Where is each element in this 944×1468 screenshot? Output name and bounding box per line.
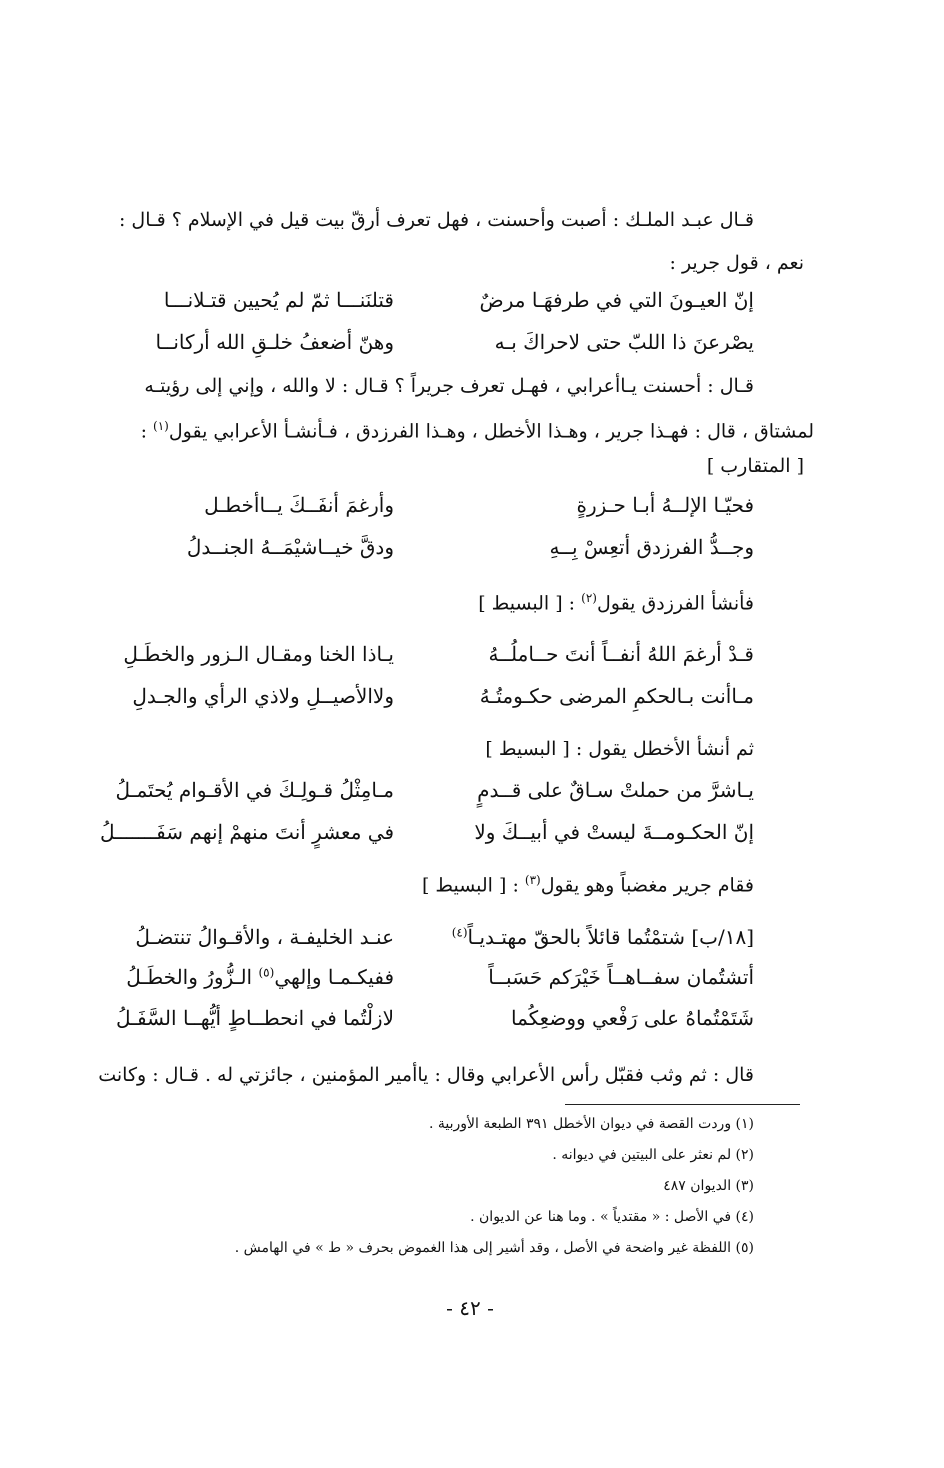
meter-tag: : [ البسيط ]	[478, 592, 582, 615]
meter-tag: [ المتقارب ]	[706, 455, 804, 477]
verse-first-hemistich: أتشتُمان سفــاهــاً خَيْرَكم حَسَبــاً	[488, 965, 754, 989]
paragraph-line: قـال عبـد الملـك : أصبت وأحسنت ، فهل تعرف أرقّ بيت قيل في الإسلام ؟ قـال :	[118, 209, 754, 231]
verse-line	[74, 778, 754, 812]
footnote: (٥) اللفظة غير واضحة في الأصل ، وقد أشير إلى هذا الغموض بحرف « ط » في الهامش .	[234, 1240, 754, 1256]
verse-second-hemistich: ففيكـمـا وإلهي$^{(٥)}$ الـزُّورُ والخطَـلُ	[126, 965, 394, 989]
verse-line	[74, 684, 754, 718]
verse-line	[74, 965, 754, 999]
intro-text: فأنشأ الفرزدق يقول	[596, 592, 754, 615]
footnote: (٤) في الأصل : « مقتدياً » . وما هنا عن الديوان .	[470, 1209, 754, 1225]
footnote-separator	[565, 1104, 800, 1105]
verse-first-hemistich: إنّ العيـونَ التي في طرفهَـا مرضٌ	[479, 288, 754, 312]
verse-second-hemistich: قتلنَنـــا ثمّ لم يُحيين قتـلانـــا	[163, 288, 394, 312]
verse-second-hemistich: عنـد الخليفـة ، والأقـوالُ تنتضـلُ	[135, 925, 394, 949]
paragraph-line: قـال : أحسنت يـاأعرابي ، فهـل تعرف جريراً ؟ قـال : لا والله ، وإني إلى رؤيتـه	[144, 375, 754, 397]
verse-first-hemistich: إنّ الحكـومــةَ ليستْ في أبيــكَ ولا	[474, 820, 754, 844]
verse-line	[74, 642, 754, 676]
verse-line	[74, 925, 754, 959]
footnote-ref: (٢)	[581, 591, 597, 605]
verse-first-hemistich: يصْرعنَ ذا اللبّ حتى لاحراكَ بـه	[494, 330, 754, 354]
verse-first-hemistich: مـاأنت بـالحكمِ المرضى حكـومتُـهُ	[479, 684, 754, 708]
verse-first-hemistich: قـدْ أرغمَ اللهُ أنفــاً أنتَ حــاملُــهُ	[488, 642, 754, 666]
paragraph-text: لمشتاق ، قال : فهـذا جرير ، وهـذا الأخطل ، وهـذا الفرزدق ، فـأنشـأ الأعرابي يقول	[168, 420, 814, 443]
meter-tag: : [ البسيط ]	[421, 874, 525, 897]
footnote: (١) وردت القصة في ديوان الأخطل ٣٩١ الطبعة الأوربية .	[428, 1116, 754, 1132]
verse-second-hemistich: ولاالأصيــلِ ولاذي الرأي والجـدلِ	[132, 684, 394, 708]
footnote-ref: (٥)	[258, 965, 275, 980]
poem-intro	[422, 873, 754, 896]
verse-first-hemistich: وجــدُّ الفرزدق أتعِسْ بِــهِ	[549, 535, 754, 559]
footnote-ref: (٣)	[524, 873, 541, 887]
footnote: (٢) لم نعثر على البيتين في ديوانه .	[552, 1147, 754, 1163]
verse-line	[74, 1006, 754, 1040]
footnote: (٣) الديوان ٤٨٧	[663, 1178, 754, 1194]
verse-second-hemistich: مـامِثْلُ قـولِـكَ في الأقـوام يُحتَمـلُ	[115, 778, 394, 802]
verse-second-hemistich: لازلْتُما في انحطــاطٍ أيُّهــا السَّفَـلُ	[115, 1006, 394, 1030]
verse-line	[74, 820, 754, 854]
verse-line	[74, 330, 754, 364]
paragraph-text: :	[140, 420, 154, 443]
verse-first-hemistich: فحيّـا الإلــهُ أبـا حـزرةٍ	[576, 493, 754, 517]
page-number: - ٤٢ -	[446, 1296, 494, 1320]
verse-second-hemistich: وأرغمَ أنفَــكَ يــاأخطـل	[204, 493, 394, 517]
verse-second-hemistich: في معشرٍ أنتَ منهمْ إنهم سَفَـــــــلُ	[100, 820, 394, 844]
verse-second-hemistich: وهنّ أضعفُ خلـقِ الله أركانــا	[155, 330, 394, 354]
verse-line	[74, 288, 754, 322]
poem-intro	[478, 591, 754, 614]
intro-text: فقام جرير مغضباً وهو يقول	[540, 874, 754, 897]
verse-first-hemistich: شَتَمْتُماهُ على رَفْعي ووضعِكُما	[510, 1006, 754, 1030]
paragraph-line: نعم ، قول جرير :	[669, 252, 804, 274]
verse-line	[74, 493, 754, 527]
poem-intro: ثم أنشأ الأخطل يقول : [ البسيط ]	[485, 738, 754, 760]
verse-second-hemistich: يـاذا الخنا ومقـال الـزور والخطَـلِ	[123, 642, 394, 666]
verse-first-hemistich: يـاشرَّ من حملتْ سـاقٌ على قــدمٍ	[477, 778, 754, 802]
verse-line	[74, 535, 754, 569]
paragraph-line	[100, 411, 814, 446]
verse-first-hemistich: [١٨/ب] شتمْتُما قائلاً بالحقّ مهتـديـاً$^{(٤)}$	[451, 925, 754, 949]
footnotes	[235, 1116, 754, 1271]
verse-second-hemistich: ودقَّ خيــاشيْمَــهُ الجنــدلُ	[186, 535, 394, 559]
paragraph-line: قال : ثم وثب فقبّل رأس الأعرابي وقال : ياأمير المؤمنين ، جائزتي له . قـال : وكانت	[98, 1064, 754, 1086]
footnote-ref: (٤)	[451, 925, 468, 940]
footnote-ref: (١)	[153, 419, 169, 433]
